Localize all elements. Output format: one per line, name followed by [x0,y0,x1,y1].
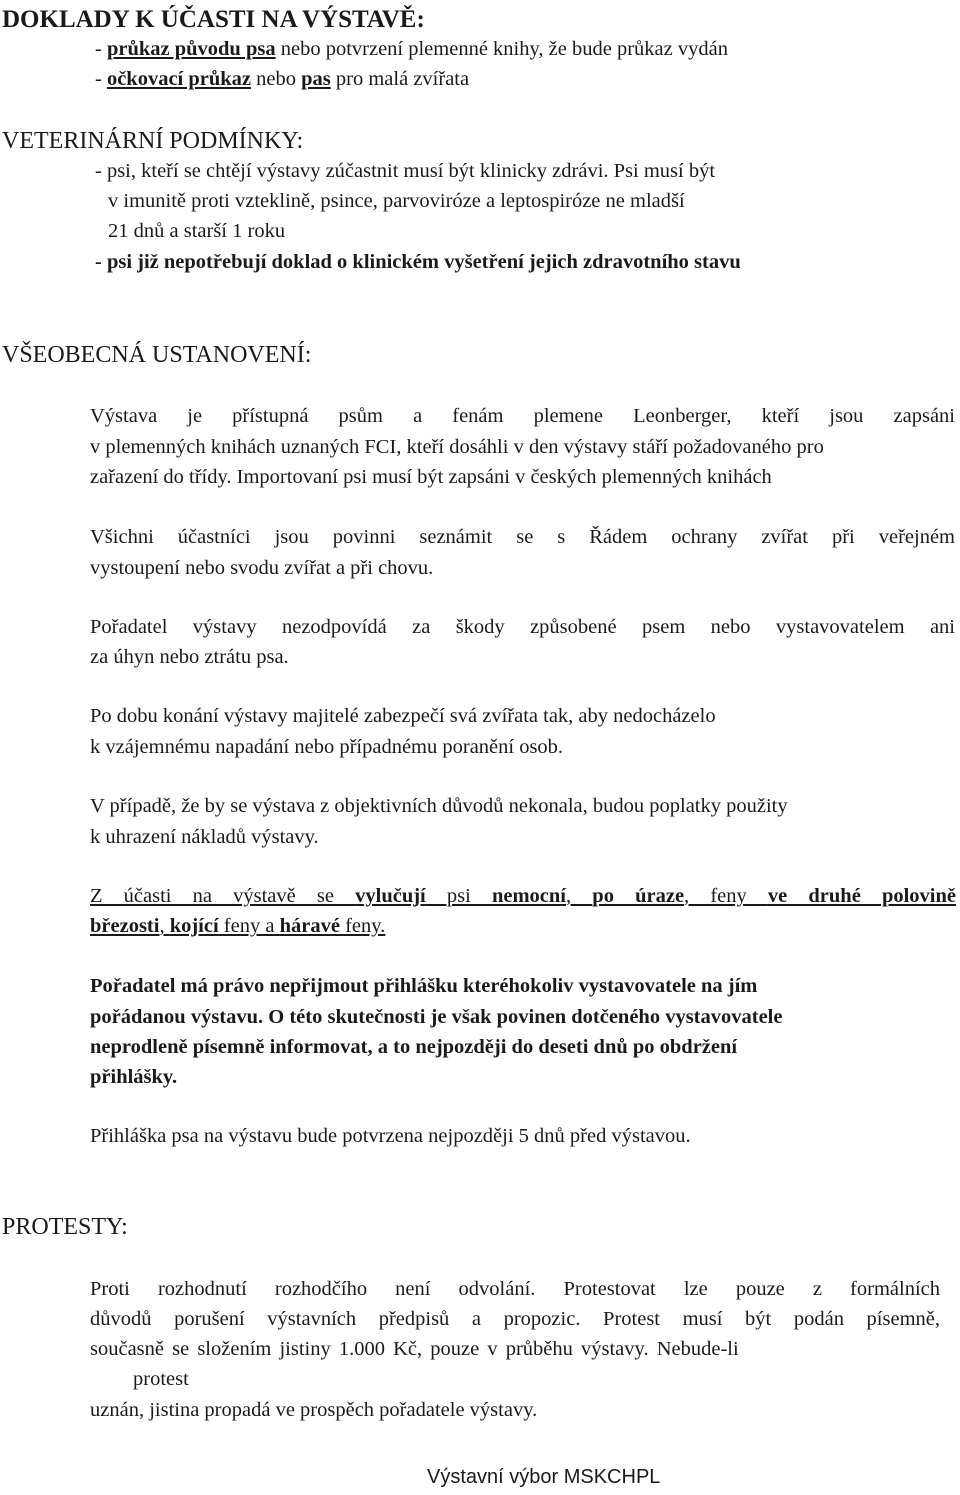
para-5-line-2: k uhrazení nákladů výstavy. [90,826,319,848]
para-1-line-3: zařazení do třídy. Importovaní psi musí být zapsáni v českých plemenných knihách [90,466,772,488]
heading-vseobecna: VŠEOBECNÁ USTANOVENÍ: [2,342,312,368]
para-1-line-1: Výstava je přístupná psům a fenám plemene Leonberger, kteří jsou zapsáni [90,405,955,427]
para-2-line-1: Všichni účastníci jsou povinni seznámit se s Řádem ochrany zvířat při veřejném [90,526,955,548]
para-6-line-2: březosti, kojící feny a háravé feny. [90,915,386,937]
para-4-line-2: k vzájemnému napadání nebo případnému poranění osob. [90,736,564,758]
para-7-line-1: Pořadatel má právo nepřijmout přihlášku kteréhokoliv vystavovatele na jím [90,975,758,997]
protesty-line-2: důvodů porušení výstavních předpisů a propozic. Protest musí být podán písemně, [90,1308,940,1330]
veterinarni-line-3: 21 dnů a starší 1 roku [108,220,286,242]
veterinarni-line-1: - psi, kteří se chtějí výstavy zúčastnit musí být klinicky zdrávi. Psi musí být [95,160,716,182]
para-7-line-3: neprodleně písemně informovat, a to nejpozději do deseti dnů po obdržení [90,1036,738,1058]
para-5-line-1: V případě, že by se výstava z objektivních důvodů nekonala, budou poplatky použity [90,795,788,817]
para-7-line-2: pořádanou výstavu. O této skutečnosti je však povinen dotčeného vystavovatele [90,1006,783,1028]
heading-protesty: PROTESTY: [2,1214,128,1240]
doklady-item-1: - průkaz původu psa nebo potvrzení plemenné knihy, že bude průkaz vydán [95,38,728,60]
doklady-item-2-emph-2: pas [301,68,331,90]
para-4-line-1: Po dobu konání výstavy majitelé zabezpečí svá zvířata tak, aby nedocházelo [90,705,716,727]
protesty-line-3: současně se složením jistiny 1.000 Kč, pouze v průběhu výstavy. Nebude-li [90,1338,739,1360]
para-7-line-4: přihlášky. [90,1066,178,1088]
para-2-line-2: vystoupení nebo svodu zvířat a při chovu. [90,557,434,579]
protesty-line-4: protest [133,1368,189,1390]
footer-signature: Výstavní výbor MSKCHPL [427,1466,661,1488]
veterinarni-line-2: v imunitě proti vzteklině, psince, parvoviróze a leptospiróze ne mladší [108,190,685,212]
para-3-line-1: Pořadatel výstavy nezodpovídá za škody způsobené psem nebo vystavovatelem ani [90,616,955,638]
para-1-line-2: v plemenných knihách uznaných FCI, kteří dosáhli v den výstavy stáří požadovaného pro [90,436,824,458]
doklady-item-2-emph-1: očkovací průkaz [106,68,252,90]
para-3-line-2: za úhyn nebo ztrátu psa. [90,646,289,668]
para-8: Přihláška psa na výstavu bude potvrzena nejpozději 5 dnů před výstavou. [90,1125,691,1147]
heading-veterinarni: VETERINÁRNÍ PODMÍNKY: [2,128,304,154]
doklady-item-1-emph: průkaz původu psa [106,38,276,60]
heading-doklady: DOKLADY K ÚČASTI NA VÝSTAVĚ: [2,6,425,33]
protesty-line-5: uznán, jistina propadá ve prospěch pořadatele výstavy. [90,1399,538,1421]
doklady-item-2: - očkovací průkaz nebo pas pro malá zvířata [95,68,470,90]
protesty-line-1: Proti rozhodnutí rozhodčího není odvolání. Protestovat lze pouze z formálních [90,1278,940,1300]
veterinarni-line-4: - psi již nepotřebují doklad o klinickém vyšetření jejich zdravotního stavu [95,251,741,273]
para-6-line-1: Z účasti na výstavě se vylučují psi nemocní, po úraze, feny ve druhé polovině [90,885,956,907]
